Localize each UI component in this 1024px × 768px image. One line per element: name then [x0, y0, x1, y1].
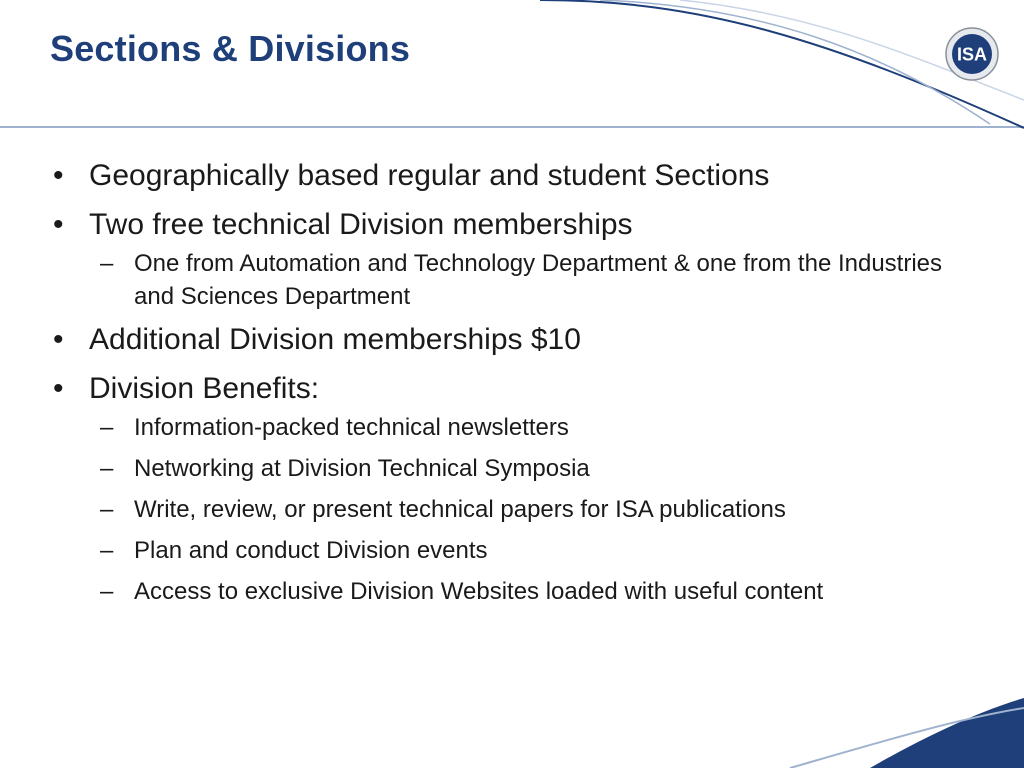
- sub-bullet-item: [89, 452, 988, 485]
- sub-bullet-item: [89, 534, 988, 567]
- bullet-marker: •: [53, 208, 64, 241]
- bullet-text: Division Benefits:: [89, 372, 320, 405]
- sub-bullet-marker: –: [100, 578, 114, 605]
- bullet-marker: •: [53, 323, 64, 356]
- sub-bullet-marker: –: [100, 250, 114, 277]
- sub-bullet-text: Write, review, or present technical papers for ISA publications: [134, 496, 786, 523]
- bullet-list: [48, 158, 988, 617]
- sub-bullet-marker: –: [100, 414, 114, 441]
- sub-bullet-item: [89, 575, 988, 608]
- sub-bullet-text: One from Automation and Technology Department & one from the Industries and Sciences Department: [134, 250, 943, 310]
- bullet-item: [48, 207, 988, 313]
- sub-bullet-text: Information-packed technical newsletters: [134, 414, 569, 441]
- header-swoosh-decoration: [0, 0, 1024, 140]
- bullet-text: Two free technical Division memberships: [89, 208, 633, 241]
- bullet-text: Additional Division memberships $10: [89, 323, 581, 356]
- isa-logo: [944, 26, 1000, 82]
- sub-bullet-list: [89, 247, 988, 313]
- bullet-item: [48, 158, 988, 194]
- sub-bullet-text: Networking at Division Technical Symposia: [134, 455, 590, 482]
- sub-bullet-list: [89, 411, 988, 608]
- header-divider-line: [0, 126, 1024, 128]
- slide-title: Sections & Divisions: [50, 28, 411, 69]
- bullet-item: [48, 371, 988, 608]
- sub-bullet-marker: –: [100, 496, 114, 523]
- header-swoosh-light: [600, 0, 990, 124]
- bullet-text: Geographically based regular and student Sections: [89, 159, 770, 192]
- isa-logo-text: ISA: [956, 44, 988, 65]
- sub-bullet-item: [89, 247, 988, 313]
- footer-swoosh-dark: [870, 698, 1024, 768]
- sub-bullet-marker: –: [100, 537, 114, 564]
- footer-swoosh-decoration: [0, 688, 1024, 768]
- bullet-item: [48, 322, 988, 358]
- sub-bullet-item: [89, 411, 988, 444]
- bullet-marker: •: [53, 159, 64, 192]
- sub-bullet-item: [89, 493, 988, 526]
- bullet-marker: •: [53, 372, 64, 405]
- sub-bullet-text: Plan and conduct Division events: [134, 537, 488, 564]
- sub-bullet-marker: –: [100, 455, 114, 482]
- sub-bullet-text: Access to exclusive Division Websites loaded with useful content: [134, 578, 824, 605]
